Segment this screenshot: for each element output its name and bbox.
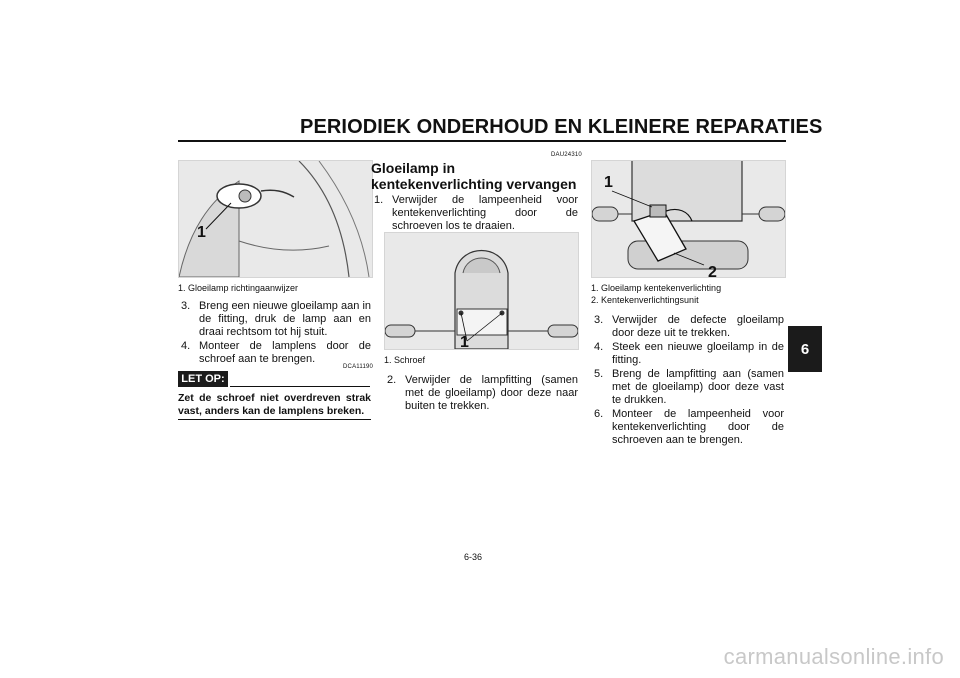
step-number: 5. (594, 368, 604, 380)
step-text: Steek een nieuwe gloeilamp in de fitting. (612, 341, 784, 366)
step-text: Verwijder de lampfitting (samen met de gloeilamp) door deze naar buiten te trekken. (405, 374, 578, 412)
figure-turn-signal-bulb (178, 160, 373, 278)
page-title: PERIODIEK ONDERHOUD EN KLEINERE REPARATIES (300, 116, 823, 138)
step-text: Breng de lampfitting aan (samen met de gloeilamp) door deze vast te drukken. (612, 368, 784, 406)
step-text: Verwijder de defecte gloeilamp door deze uit te trekken. (612, 314, 784, 339)
figure-license-light-unit (591, 160, 786, 278)
list-item (384, 374, 578, 413)
figure-license-light-screw (384, 232, 579, 350)
step-number: 1. (374, 194, 384, 206)
notice-rule-bottom (178, 419, 371, 420)
figure-caption-1: 1. Gloeilamp kentekenverlichting (591, 283, 722, 293)
notice-text: Zet de schroef niet overdreven strak vast, anders kan de lamplens breken. (178, 392, 371, 417)
notice-code: DCA11190 (343, 364, 374, 370)
section-title: Gloeilamp in kentekenverlichting vervangen (371, 160, 577, 192)
header-rule (178, 140, 786, 142)
figure-callout-1: 1 (197, 224, 206, 241)
license-light-illustration (385, 233, 578, 349)
section-code: DAU24310 (551, 152, 582, 158)
steps-list-left (178, 300, 371, 367)
watermark: carmanualsonline.info (723, 644, 944, 669)
figure-caption: 1. Schroef (384, 355, 426, 365)
step-text: Monteer de lamplens door de schroef aan te brengen. (199, 340, 371, 365)
step-number: 3. (181, 300, 191, 312)
step-text: Monteer de lampeenheid voor kentekenverlichting door de schroeven aan te brengen. (612, 408, 784, 446)
figure-callout-1: 1 (460, 334, 469, 351)
list-item (371, 194, 578, 233)
list-item (591, 314, 784, 340)
step-number: 6. (594, 408, 604, 420)
notice-rule-top (230, 386, 370, 387)
step-text: Breng een nieuwe gloeilamp aan in de fitting, druk de lamp aan en draai rechtsom tot hij stuit. (199, 300, 371, 338)
steps-list-middle-2 (384, 374, 578, 414)
step-number: 4. (181, 340, 191, 352)
notice-label: LET OP: (178, 371, 228, 387)
figure-caption: 1. Gloeilamp richtingaanwijzer (178, 283, 299, 293)
steps-list-middle-1 (371, 194, 578, 234)
turn-signal-illustration (179, 161, 372, 277)
figure-caption-2: 2. Kentekenverlichtingsunit (591, 295, 699, 305)
step-number: 3. (594, 314, 604, 326)
chapter-tab[interactable]: 6 (788, 326, 822, 372)
list-item (591, 341, 784, 367)
steps-list-right (591, 314, 784, 448)
figure-callout-2: 2 (708, 264, 717, 281)
list-item (178, 340, 371, 366)
step-number: 4. (594, 341, 604, 353)
list-item (591, 408, 784, 447)
page-number: 6-36 (464, 552, 483, 562)
figure-callout-1: 1 (604, 174, 613, 191)
list-item (591, 368, 784, 407)
step-text: Verwijder de lampeenheid voor kentekenverlichting door de schroeven los te draaien. (392, 194, 578, 232)
list-item (178, 300, 371, 339)
step-number: 2. (387, 374, 397, 386)
license-light-unit-illustration (592, 161, 785, 277)
